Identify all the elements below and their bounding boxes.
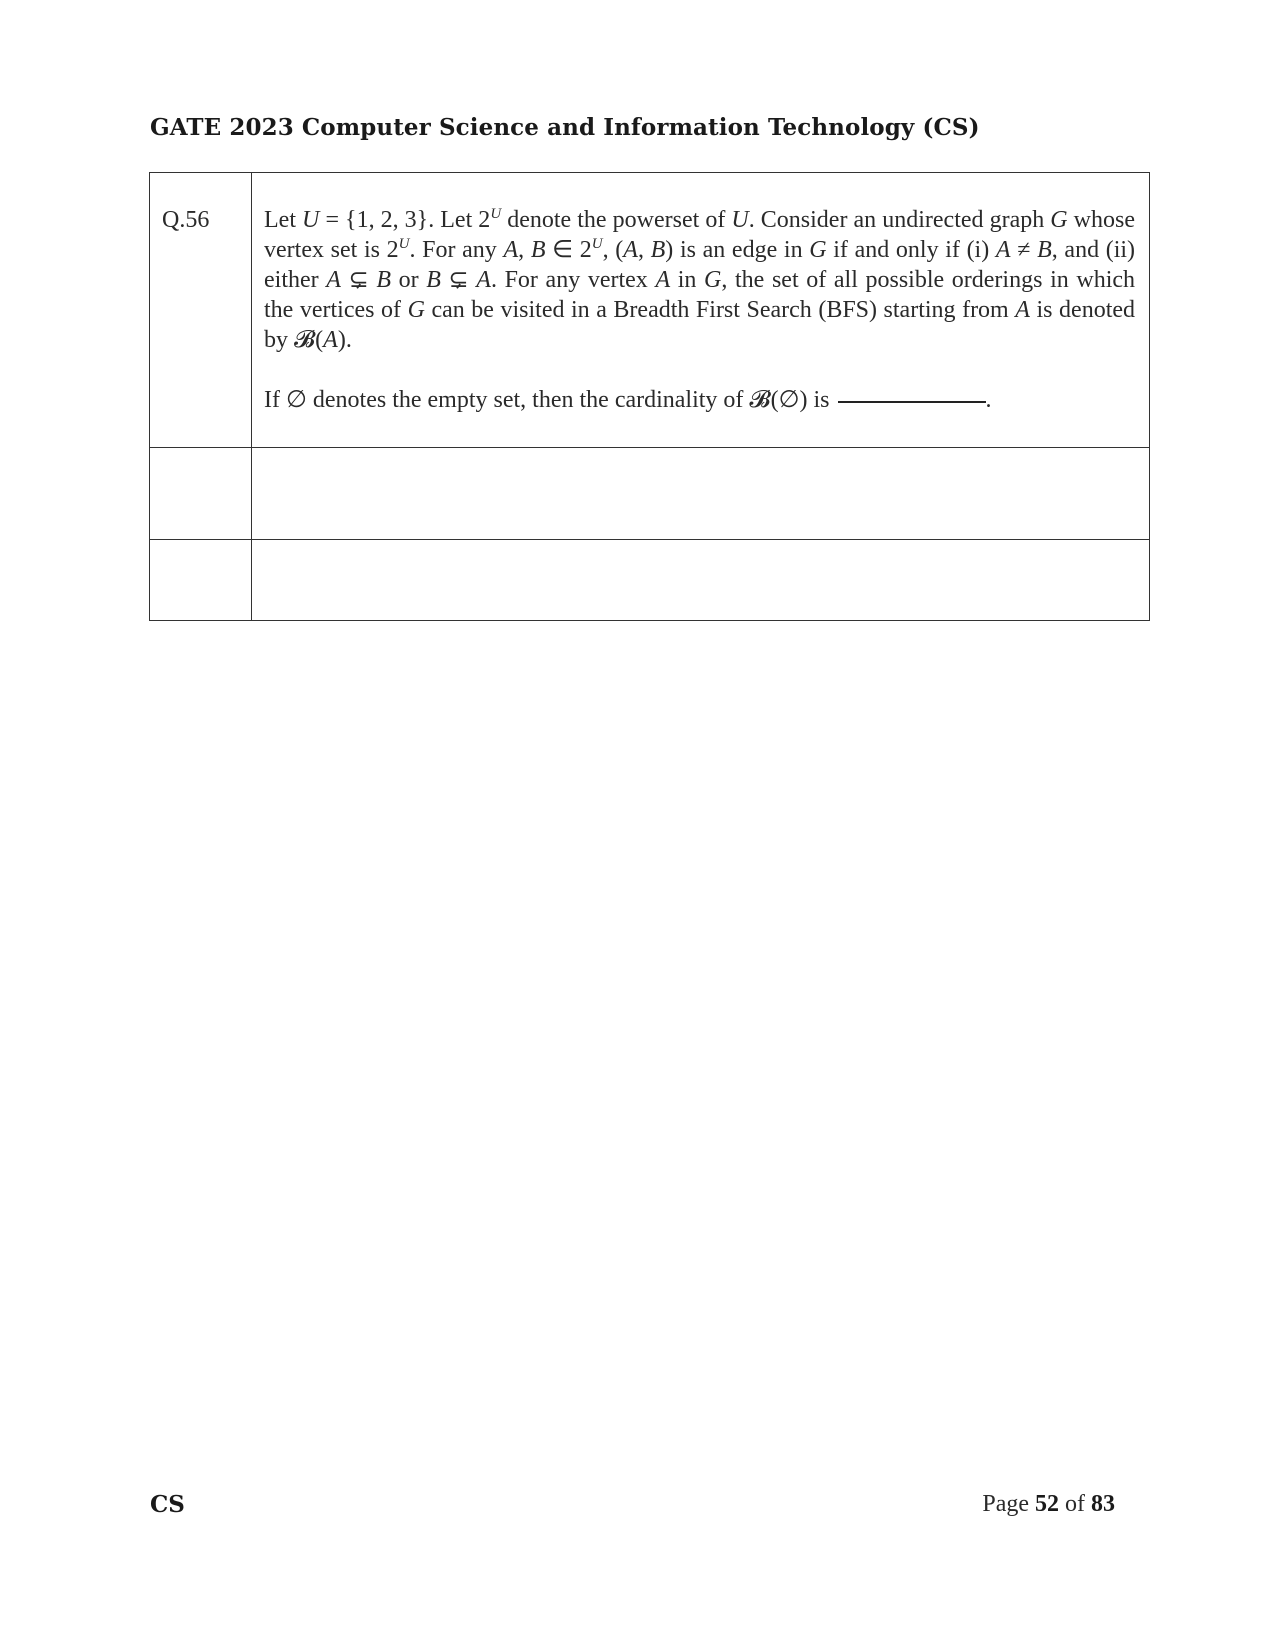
page-indicator [982, 1491, 1115, 1518]
page-total: 83 [1091, 1491, 1115, 1517]
answer-blank [838, 401, 986, 403]
row-divider [150, 539, 1149, 540]
page-current: 52 [1035, 1491, 1059, 1517]
footer-subject: CS [150, 1491, 185, 1518]
question-paragraph-1: Let U = {1, 2, 3}. Let $2^U$ denote the powerset of U. Consider an undirected graph G whose vertex set is $2^U$. For any A, B ∈ $2^U$, (A, B) is an edge in G if and only if (i) A ≠ B, and (ii) either A ⊊ B or B ⊊ A. For any vertex A in G, the set of all possible orderings in which the vertices of G can be visited in a Breadth First Search (BFS) starting from A is denoted by 𝓑(A). [264, 206, 1136, 353]
page-title: GATE 2023 Computer Science and Information Technology (CS) [150, 114, 980, 141]
question-paragraph-2: If ∅ denotes the empty set, then the cardinality of 𝓑(∅) is . [264, 387, 992, 413]
question-number: Q.56 [162, 207, 210, 233]
question-table [149, 172, 1150, 621]
question-text [264, 205, 1135, 415]
page-sep: of [1065, 1491, 1085, 1517]
page-label: Page [982, 1491, 1029, 1517]
column-divider [251, 173, 252, 620]
row-divider [150, 447, 1149, 448]
